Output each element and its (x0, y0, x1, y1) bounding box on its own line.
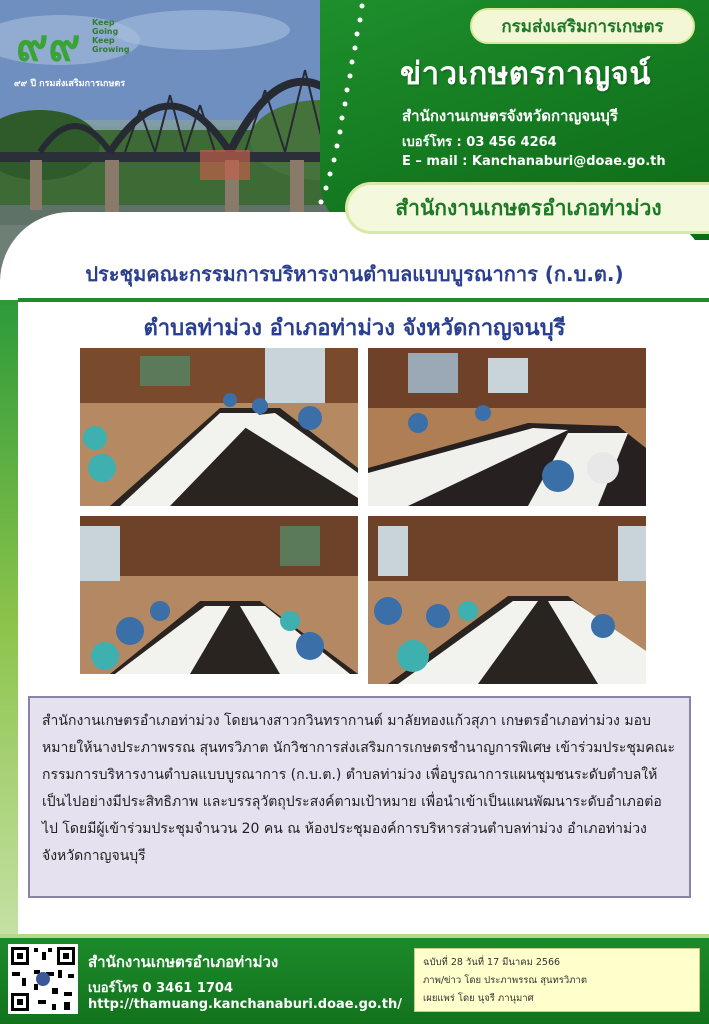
qr-code-icon (8, 944, 78, 1014)
logo-tagline: Keep Going Keep Growing (92, 18, 130, 54)
issue-info-box (414, 948, 700, 1012)
anniversary-logo (12, 10, 140, 92)
meeting-photo-1 (80, 348, 358, 506)
article-title: ประชุมคณะกรรมการบริหารงานตำบลแบบบูรณาการ (ก.บ.ต.) (85, 262, 624, 286)
provincial-phone: เบอร์โทร : 03 456 4264 (402, 135, 557, 150)
logo-number: ๙๙ (16, 20, 81, 71)
left-decor-band (0, 300, 18, 940)
photo-credit: ภาพ/ข่าว โดย ประภาพรรณ สุนทรวิภาต (423, 975, 587, 986)
meeting-photo-2 (368, 348, 646, 506)
article-subtitle: ตำบลท่าม่วง อำเภอท่าม่วง จังหวัดกาญจนบุรี (143, 316, 566, 341)
department-badge: กรมส่งเสริมการเกษตร (470, 8, 695, 44)
district-office-badge: สำนักงานเกษตรอำเภอท่าม่วง (345, 182, 709, 234)
qr-code[interactable] (8, 944, 78, 1014)
article-description: สำนักงานเกษตรอำเภอท่าม่วง โดยนางสาวกวินทรากานต์ มาลัยทองแก้วสุภา เกษตรอำเภอท่าม่วง มอบหมายให้นางประภาพรรณ สุนทรวิภาต นักวิชาการส่งเสริมการเกษตรชำนาญการพิเศษ เข้าร่วมประชุมคณะกรรมการบริหารงานตำบลแบบบูรณาการ (ก.บ.ต.) ตำบลท่าม่วง เพื่อบูรณาการแผนชุมชนระดับตำบลให้เป็นไปอย่างมีประสิทธิภาพ และบรรลุวัตถุประสงค์ตามเป้าหมาย เพื่อนำเข้าเป็นแผนพัฒนาระดับอำเภอต่อไป โดยมีผู้เข้าร่วมประชุมจำนวน 20 คน ณ ห้องประชุมองค์การบริหารส่วนตำบลท่าม่วง อำเภอท่าม่วง จังหวัดกาญจนบุรี (42, 713, 675, 864)
issue-number: ฉบับที่ 28 วันที่ 17 มีนาคม 2566 (423, 957, 561, 968)
meeting-photo-4 (368, 516, 646, 684)
publisher-credit: เผยแพร่ โดย นุจรี ภานุมาศ (423, 993, 534, 1004)
article-description-box (28, 696, 691, 898)
meeting-photo-3 (80, 516, 358, 674)
footer-phone: เบอร์โทร 0 3461 1704 (88, 981, 234, 996)
provincial-email: E – mail : Kanchanaburi@doae.go.th (402, 154, 666, 169)
newsletter-title: ข่าวเกษตรกาญจน์ (400, 56, 652, 92)
footer-website-link[interactable]: http://thamuang.kanchanaburi.doae.go.th/ (88, 997, 402, 1012)
footer-office: สำนักงานเกษตรอำเภอท่าม่วง (88, 953, 279, 971)
provincial-office: สำนักงานเกษตรจังหวัดกาญจนบุรี (402, 107, 618, 125)
divider (18, 298, 709, 302)
logo-caption: ๙๙ ปี กรมส่งเสริมการเกษตร (14, 79, 126, 89)
